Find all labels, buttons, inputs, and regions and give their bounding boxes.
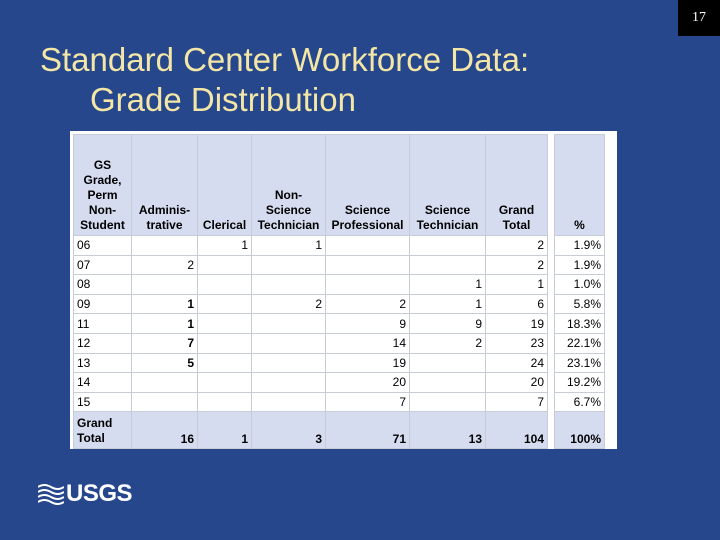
cell-total: 2 — [486, 236, 548, 256]
table-row — [74, 236, 605, 256]
footer-grand-total: 104 — [486, 412, 548, 449]
cell-percent: 18.3% — [555, 314, 605, 334]
cell-sciprof — [326, 275, 410, 295]
cell-sciprof: 20 — [326, 373, 410, 393]
cell-scitech — [410, 392, 486, 412]
cell-total: 6 — [486, 294, 548, 314]
cell-admin — [132, 236, 198, 256]
cell-percent: 22.1% — [555, 333, 605, 353]
cell-scitech: 1 — [410, 294, 486, 314]
table-row — [74, 314, 605, 334]
slide-number: 17 — [678, 0, 720, 36]
cell-scitech: 2 — [410, 333, 486, 353]
cell-admin — [132, 275, 198, 295]
cell-clerical — [198, 333, 252, 353]
cell-percent: 6.7% — [555, 392, 605, 412]
cell-nonsci — [252, 275, 326, 295]
cell-percent: 1.0% — [555, 275, 605, 295]
footer-administrative: 16 — [132, 412, 198, 449]
cell-grade: 08 — [74, 275, 132, 295]
table-row — [74, 373, 605, 393]
cell-admin — [132, 373, 198, 393]
cell-admin: 2 — [132, 255, 198, 275]
table-row — [74, 294, 605, 314]
footer-non-science-technician: 3 — [252, 412, 326, 449]
cell-admin: 1 — [132, 294, 198, 314]
cell-scitech — [410, 353, 486, 373]
cell-admin: 1 — [132, 314, 198, 334]
column-gap — [548, 314, 555, 334]
cell-sciprof: 19 — [326, 353, 410, 373]
column-gap — [548, 373, 555, 393]
cell-clerical — [198, 392, 252, 412]
column-gap — [548, 275, 555, 295]
cell-clerical — [198, 275, 252, 295]
cell-scitech — [410, 373, 486, 393]
cell-total: 2 — [486, 255, 548, 275]
cell-percent: 1.9% — [555, 255, 605, 275]
title-line-2: Grade Distribution — [90, 81, 356, 118]
cell-nonsci — [252, 373, 326, 393]
cell-grade: 06 — [74, 236, 132, 256]
cell-grade: 07 — [74, 255, 132, 275]
column-gap — [548, 333, 555, 353]
cell-nonsci: 2 — [252, 294, 326, 314]
cell-grade: 11 — [74, 314, 132, 334]
cell-admin: 7 — [132, 333, 198, 353]
cell-percent: 1.9% — [555, 236, 605, 256]
cell-scitech: 9 — [410, 314, 486, 334]
cell-sciprof — [326, 236, 410, 256]
footer-science-technician: 13 — [410, 412, 486, 449]
header-grade: GS Grade, Perm Non-Student — [74, 135, 132, 236]
cell-clerical — [198, 353, 252, 373]
header-administrative: Adminis-trative — [132, 135, 198, 236]
cell-clerical — [198, 294, 252, 314]
grade-distribution-table-container — [70, 131, 617, 449]
footer-grade: Grand Total — [74, 412, 132, 449]
grade-distribution-table — [73, 134, 605, 449]
usgs-wave-icon — [38, 483, 64, 505]
slide-title — [40, 40, 529, 120]
cell-nonsci: 1 — [252, 236, 326, 256]
usgs-logo — [38, 480, 132, 508]
cell-nonsci — [252, 314, 326, 334]
title-line-1: Standard Center Workforce Data: — [40, 41, 530, 78]
cell-percent: 5.8% — [555, 294, 605, 314]
cell-percent: 23.1% — [555, 353, 605, 373]
cell-total: 24 — [486, 353, 548, 373]
cell-grade: 12 — [74, 333, 132, 353]
cell-sciprof: 14 — [326, 333, 410, 353]
cell-scitech: 1 — [410, 275, 486, 295]
cell-total: 19 — [486, 314, 548, 334]
cell-grade: 15 — [74, 392, 132, 412]
cell-scitech — [410, 255, 486, 275]
table-row — [74, 353, 605, 373]
usgs-logo-text: USGS — [66, 480, 133, 507]
column-gap — [548, 353, 555, 373]
footer-percent: 100% — [555, 412, 605, 449]
cell-clerical — [198, 373, 252, 393]
footer-science-professional: 71 — [326, 412, 410, 449]
cell-total: 1 — [486, 275, 548, 295]
column-gap — [548, 135, 555, 236]
cell-sciprof: 2 — [326, 294, 410, 314]
header-grand-total: Grand Total — [486, 135, 548, 236]
header-percent: % — [555, 135, 605, 236]
table-row — [74, 255, 605, 275]
grand-total-row — [74, 412, 605, 449]
table-row — [74, 275, 605, 295]
cell-grade: 09 — [74, 294, 132, 314]
cell-total: 20 — [486, 373, 548, 393]
column-gap — [548, 294, 555, 314]
cell-clerical: 1 — [198, 236, 252, 256]
header-science-professional: Science Professional — [326, 135, 410, 236]
cell-nonsci — [252, 255, 326, 275]
cell-sciprof — [326, 255, 410, 275]
header-clerical: Clerical — [198, 135, 252, 236]
table-header-row — [74, 135, 605, 236]
column-gap — [548, 412, 555, 449]
cell-total: 23 — [486, 333, 548, 353]
cell-grade: 13 — [74, 353, 132, 373]
cell-percent: 19.2% — [555, 373, 605, 393]
cell-sciprof: 7 — [326, 392, 410, 412]
table-row — [74, 333, 605, 353]
footer-clerical: 1 — [198, 412, 252, 449]
column-gap — [548, 392, 555, 412]
cell-admin — [132, 392, 198, 412]
cell-nonsci — [252, 392, 326, 412]
column-gap — [548, 255, 555, 275]
header-science-technician: Science Technician — [410, 135, 486, 236]
cell-admin: 5 — [132, 353, 198, 373]
table-row — [74, 392, 605, 412]
column-gap — [548, 236, 555, 256]
cell-sciprof: 9 — [326, 314, 410, 334]
cell-total: 7 — [486, 392, 548, 412]
cell-nonsci — [252, 353, 326, 373]
cell-clerical — [198, 314, 252, 334]
header-non-science-technician: Non-Science Technician — [252, 135, 326, 236]
cell-scitech — [410, 236, 486, 256]
cell-grade: 14 — [74, 373, 132, 393]
cell-clerical — [198, 255, 252, 275]
cell-nonsci — [252, 333, 326, 353]
